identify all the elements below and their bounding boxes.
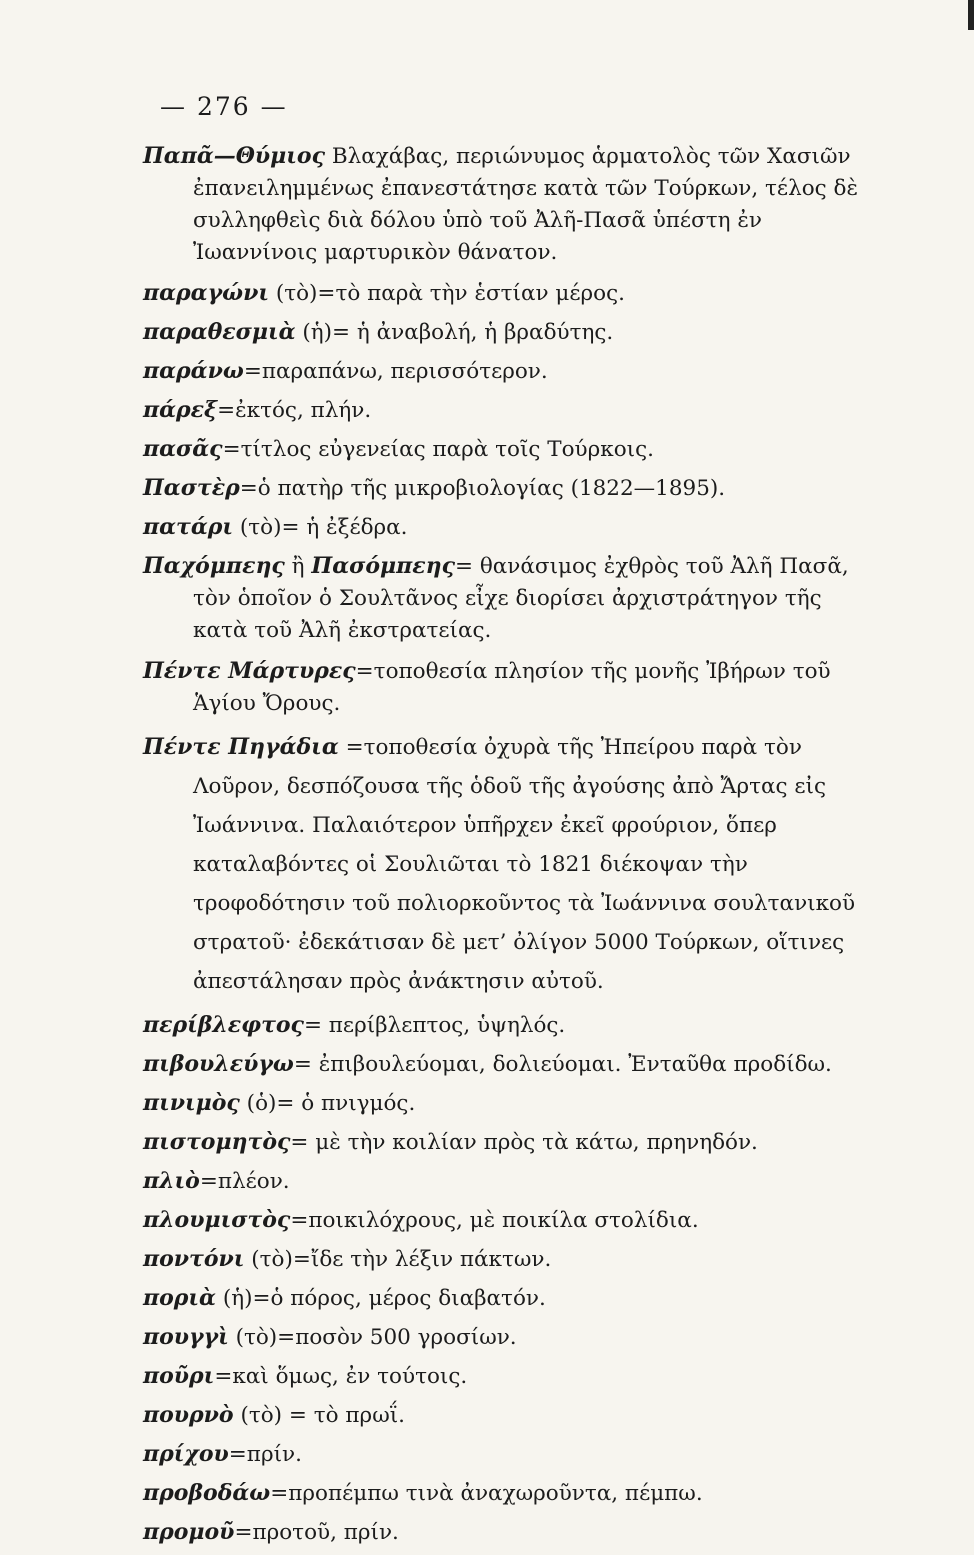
glossary-entry (143, 1321, 878, 1354)
glossary-entry (143, 550, 878, 647)
entry-definition: = ἐπιβουλεύομαι, δολιεύομαι. Ἐνταῦθα προδίδω. (293, 1052, 832, 1077)
entry-headword: πουρνὸ (143, 1402, 234, 1428)
entry-headword: ποντόνι (143, 1246, 245, 1272)
entry-headword: ποῦρι (143, 1363, 215, 1389)
entry-headword: πάρεξ (143, 397, 218, 423)
entry-definition: =προτοῦ, πρίν. (234, 1520, 399, 1545)
entry-definition: (ἡ)=ὁ πόρος, μέρος διαβατόν. (215, 1286, 546, 1311)
entry-definition: = περίβλεπτος, ὑψηλός. (303, 1013, 566, 1038)
glossary-entry (143, 511, 878, 544)
entry-headword-alt: Πασόμπεης (311, 553, 455, 579)
glossary-entry (143, 277, 878, 310)
glossary-entry (143, 1204, 878, 1237)
entry-headword: πινιμὸς (143, 1090, 240, 1116)
entry-headword: περίβλεφτος (143, 1012, 304, 1038)
entry-definition: = μὲ τὴν κοιλίαν πρὸς τὰ κάτω, πρηνηδόν. (290, 1130, 758, 1155)
entry-headword: ποριὰ (143, 1285, 216, 1311)
glossary-entry (143, 1243, 878, 1276)
entry-headword: παράνω (143, 358, 244, 384)
glossary-entry (143, 394, 878, 427)
entry-definition: (τὸ) = τὸ πρωΐ. (233, 1403, 405, 1428)
entry-headword: Πέντε Μάρτυρες (143, 658, 356, 684)
entry-headword: Παστὲρ (143, 475, 240, 501)
entry-definition: =παραπάνω, περισσότερον. (243, 359, 548, 384)
entry-definition: =καὶ ὅμως, ἐν τούτοις. (214, 1364, 468, 1389)
entry-definition: =τοποθεσία ὀχυρὰ τῆς Ἠπείρου παρὰ τὸν Λοῦρον, δεσπόζουσα τῆς ὁδοῦ τῆς ἀγούσης ἀπὸ Ἄρτας εἰς Ἰωάννινα. Παλαιότερον ὑπῆρχεν ἐκεῖ φρούριον, ὅπερ καταλαβόντες οἱ Σουλιῶται τὸ 1821 διέκοψαν τὴν τροφοδότησιν τοῦ πολιορκοῦντος τὰ Ἰωάννινα σουλτανικοῦ στρατοῦ· ἐδεκάτισαν δὲ μετ’ ὀλίγον 5000 Τούρκων, οἵτινες ἀπεστάλησαν πρὸς ἀνάκτησιν αὐτοῦ. (193, 735, 856, 994)
entry-headword: Πέντε Πηγάδια (143, 734, 339, 760)
glossary-entry-papa-thymios (143, 140, 878, 269)
entry-definition: Βλαχάβας, περιώνυμος ἁρματολὸς τῶν Χασιῶν ἐπανειλημμένως ἐπανεστάτησε κατὰ τῶν Τούρκων, τέλος δὲ συλληφθεὶς διὰ δόλου ὑπὸ τοῦ Ἀλῆ-Πασᾶ ὑπέστη ἐν Ἰωαννίνοις μαρτυρικὸν θάνατον. (193, 144, 858, 265)
glossary-entry (143, 355, 878, 388)
entry-definition: (τὸ)=ποσὸν 500 γροσίων. (228, 1325, 517, 1350)
entry-headword: προμοῦ (143, 1519, 235, 1545)
glossary-entry (143, 1360, 878, 1393)
glossary-entry (143, 1399, 878, 1432)
glossary-entry (143, 1126, 878, 1159)
glossary-entry (143, 1009, 878, 1042)
entry-definition: (ὁ)= ὁ πνιγμός. (239, 1091, 416, 1116)
entry-definition: =πλέον. (199, 1169, 290, 1194)
glossary-entry (143, 1087, 878, 1120)
glossary-entry (143, 1282, 878, 1315)
glossary-entry (143, 728, 878, 1001)
entry-headword: πλιὸ (143, 1168, 200, 1194)
entry-headword: Παχόμπεης (143, 553, 285, 579)
entry-definition: (τὸ)= ἡ ἐξέδρα. (233, 515, 408, 540)
entry-definition: =ποικιλόχρους, μὲ ποικίλα στολίδια. (290, 1208, 699, 1233)
entry-headword: Παπᾶ—Θύμιος (143, 143, 325, 169)
entry-definition: =τοποθεσία πλησίον τῆς μονῆς Ἰβήρων τοῦ Ἁγίου Ὄρους. (193, 659, 831, 716)
entry-definition: (τὸ)=ἴδε τὴν λέξιν πάκτων. (244, 1247, 552, 1272)
entry-headword: πιστομητὸς (143, 1129, 291, 1155)
glossary-entry (143, 1516, 878, 1549)
entry-definition: =προπέμπω τινὰ ἀναχωροῦντα, πέμπω. (270, 1481, 703, 1506)
glossary-entry (143, 655, 878, 720)
entry-definition: (τὸ)=τὸ παρὰ τὴν ἑστίαν μέρος. (268, 281, 625, 306)
entry-definition: =πρίν. (228, 1442, 302, 1467)
glossary-entry (143, 1438, 878, 1471)
entry-headword: παραθεσμιὰ (143, 319, 296, 345)
entry-connector: ἢ (284, 554, 312, 579)
glossary-content (143, 140, 878, 1555)
entry-definition: =ὁ πατὴρ τῆς μικροβιολογίας (1822—1895). (239, 476, 726, 501)
entry-headword: προβοδάω (143, 1480, 271, 1506)
entry-definition: = θανάσιμος ἐχθρὸς τοῦ Ἀλῆ Πασᾶ, τὸν ὁποῖον ὁ Σουλτᾶνος εἶχε διορίσει ἀρχιστράτηγον τῆς κατὰ τοῦ Ἀλῆ ἐκστρατείας. (193, 554, 849, 643)
entry-headword: πιβουλεύγω (143, 1051, 294, 1077)
glossary-entry (143, 316, 878, 349)
glossary-entry (143, 1048, 878, 1081)
entry-headword: πασᾶς (143, 436, 223, 462)
entry-headword: πουγγὶ (143, 1324, 229, 1350)
entry-definition: =ἐκτός, πλήν. (217, 398, 372, 423)
entry-headword: πρίχου (143, 1441, 229, 1467)
entry-headword: πλουμιστὸς (143, 1207, 291, 1233)
entry-definition: =τίτλος εὐγενείας παρὰ τοῖς Τούρκοις. (222, 437, 654, 462)
glossary-entry (143, 472, 878, 505)
entry-headword: πατάρι (143, 514, 234, 540)
entry-definition: (ἡ)= ἡ ἀναβολή, ἡ βραδύτης. (295, 320, 614, 345)
entry-headword: παραγώνι (143, 280, 269, 306)
glossary-entry (143, 1477, 878, 1510)
glossary-entry (143, 433, 878, 466)
page-edge-shadow (968, 0, 974, 30)
glossary-entry (143, 1165, 878, 1198)
page-number: — 276 — (160, 92, 288, 121)
